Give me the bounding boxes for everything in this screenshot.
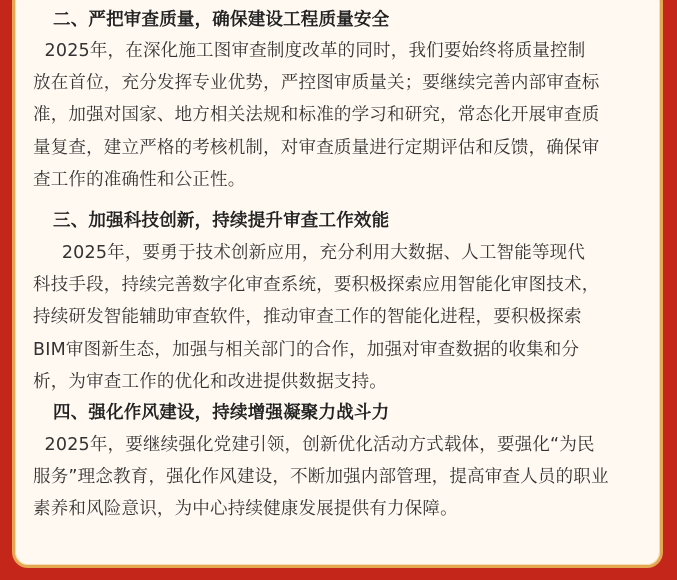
paragraph-line: 析，为审查工作的优化和改进提供数据支持。 (33, 371, 387, 392)
paragraph-line: 2025年，要继续强化党建引领，创新优化活动方式载体，要强化“为民 (33, 435, 595, 456)
section-heading-quality: 二、严把审查质量，确保建设工程质量安全 (53, 10, 390, 30)
paragraph-line: 2025年，要勇于技术创新应用，充分利用大数据、人工智能等现代 (33, 243, 586, 264)
section-heading-technology: 三、加强科技创新，持续提升审查工作效能 (53, 211, 390, 232)
section-paragraph-technology (33, 237, 653, 398)
paragraph-line: 量复查，建立严格的考核机制，对审查质量进行定期评估和反馈，确保审 (33, 137, 600, 158)
article-body (33, 0, 653, 526)
section-paragraph-conduct (33, 429, 653, 526)
paragraph-line: 服务”理念教育，强化作风建设，不断加强内部管理，提高审查人员的职业 (33, 467, 609, 488)
paragraph-line: 科技手段，持续完善数字化审查系统，要积极探索应用智能化审图技术， (33, 275, 600, 296)
paragraph-line: 准，加强对国家、地方相关法规和标准的学习和研究，常态化开展审查质 (33, 105, 600, 126)
paragraph-line: 持续研发智能辅助审查软件，推动审查工作的智能化进程，要积极探索 (33, 307, 582, 328)
section-heading-conduct: 四、强化作风建设，持续增强凝聚力战斗力 (53, 403, 390, 424)
paragraph-line: 查工作的准确性和公正性。 (33, 169, 246, 190)
paragraph-line: 放在首位，充分发挥专业优势，严控图审质量关；要继续完善内部审查标 (33, 73, 600, 94)
paragraph-line: 2025年，在深化施工图审查制度改革的同时，我们要始终将质量控制 (33, 41, 586, 61)
paragraph-line: 素养和风险意识，为中心持续健康发展提供有力保障。 (33, 499, 458, 520)
section-paragraph-quality (33, 35, 653, 196)
paragraph-line: BIM审图新生态，加强与相关部门的合作，加强对审查数据的收集和分 (33, 339, 580, 360)
